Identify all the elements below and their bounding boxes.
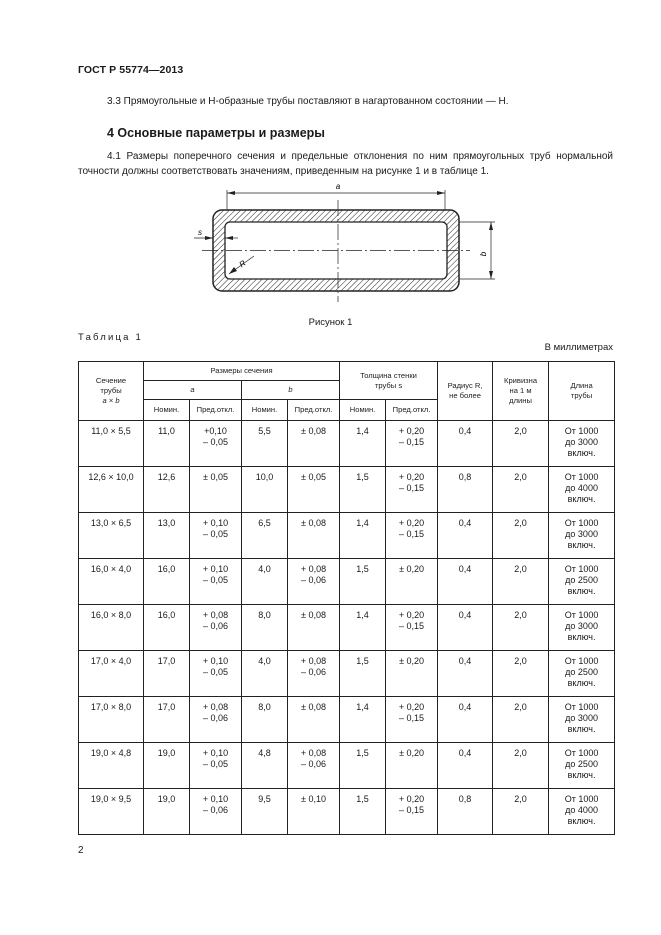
table-cell-s-nom: 1,4 [340,421,386,467]
table-cell-b-dev: + 0,08 – 0,06 [288,743,340,789]
header-thickness: Толщина стенки трубы s [340,362,438,400]
table-cell-a-dev: +0,10 – 0,05 [190,421,242,467]
table-cell-b-dev: ± 0,08 [288,697,340,743]
dimension-s-label: s [198,228,202,237]
dimensions-table [78,361,615,835]
table-cell-a-nom: 16,0 [144,605,190,651]
table-cell-a-dev: + 0,10 – 0,05 [190,743,242,789]
table-cell-len: От 1000 до 3000 включ. [549,605,615,651]
paragraph-3-3: 3.3 Прямоугольные и Н-образные трубы поставляют в нагартованном состоянии — Н. [107,96,509,107]
table-cell-b-nom: 4,0 [242,651,288,697]
table-row [79,467,615,513]
table-cell-radius: 0,4 [438,651,493,697]
table-cell-b-dev: ± 0,10 [288,789,340,835]
table-cell-b-nom: 4,8 [242,743,288,789]
table-cell-a-dev: ± 0,05 [190,467,242,513]
table-cell-b-nom: 10,0 [242,467,288,513]
table-cell-a-dev: + 0,08 – 0,06 [190,697,242,743]
table-cell-section: 19,0 × 4,8 [79,743,144,789]
table-cell-b-dev: ± 0,08 [288,421,340,467]
header-b-dev: Пред.откл. [288,400,340,421]
table-cell-curv: 2,0 [493,743,549,789]
header-s-dev: Пред.откл. [386,400,438,421]
table-cell-a-dev: + 0,10 – 0,05 [190,651,242,697]
header-radius: Радиус R, не более [438,362,493,421]
table-cell-curv: 2,0 [493,789,549,835]
table-cell-b-nom: 5,5 [242,421,288,467]
paragraph-4-1: 4.1 Размеры поперечного сечения и предельные отклонения по ним прямоугольных труб нормальной точности должны соответствовать значениям, приведенным на рисунке 1 и в таблице 1. [78,151,613,177]
table-cell-s-dev: ± 0,20 [386,559,438,605]
table-cell-s-dev: + 0,20 – 0,15 [386,467,438,513]
table-cell-s-dev: ± 0,20 [386,651,438,697]
table-row [79,697,615,743]
table-title: Таблица 1 [78,332,143,343]
table-row [79,559,615,605]
table-cell-s-dev: + 0,20 – 0,15 [386,789,438,835]
table-cell-radius: 0,4 [438,421,493,467]
header-dims: Размеры сечения [144,362,340,381]
table-cell-s-nom: 1,4 [340,513,386,559]
table-cell-b-dev: + 0,08 – 0,06 [288,559,340,605]
table-cell-radius: 0,8 [438,467,493,513]
table-cell-radius: 0,4 [438,743,493,789]
table-cell-b-nom: 4,0 [242,559,288,605]
table-cell-a-dev: + 0,10 – 0,06 [190,789,242,835]
header-a: a [144,381,242,400]
table-cell-curv: 2,0 [493,421,549,467]
header-b: b [242,381,340,400]
table-row [79,743,615,789]
table-cell-b-nom: 9,5 [242,789,288,835]
table-cell-curv: 2,0 [493,513,549,559]
header-b-nom: Номин. [242,400,288,421]
table-cell-radius: 0,4 [438,605,493,651]
header-a-dev: Пред.откл. [190,400,242,421]
document-header: ГОСТ Р 55774—2013 [78,64,184,76]
table-cell-a-nom: 12,6 [144,467,190,513]
table-cell-s-nom: 1,5 [340,743,386,789]
table-cell-section: 17,0 × 8,0 [79,697,144,743]
table-cell-b-nom: 8,0 [242,697,288,743]
header-section: Сечение трубы a × b [79,362,144,421]
dimension-a-label: a [335,182,341,191]
table-cell-b-nom: 8,0 [242,605,288,651]
table-cell-s-dev: + 0,20 – 0,15 [386,513,438,559]
table-cell-curv: 2,0 [493,467,549,513]
table-cell-curv: 2,0 [493,605,549,651]
dimension-b-label: b [479,251,488,257]
header-s-nom: Номин. [340,400,386,421]
table-cell-a-dev: + 0,08 – 0,06 [190,605,242,651]
table-cell-a-nom: 17,0 [144,697,190,743]
table-cell-s-nom: 1,4 [340,697,386,743]
table-cell-b-dev: ± 0,08 [288,513,340,559]
table-cell-section: 16,0 × 4,0 [79,559,144,605]
table-cell-a-nom: 19,0 [144,743,190,789]
table-cell-s-nom: 1,4 [340,605,386,651]
radius-r-label: R [237,258,248,270]
table-cell-b-dev: ± 0,08 [288,605,340,651]
figure-caption: Рисунок 1 [308,317,353,328]
section-title: 4 Основные параметры и размеры [107,126,325,140]
table-cell-section: 19,0 × 9,5 [79,789,144,835]
table-cell-b-nom: 6,5 [242,513,288,559]
table-cell-s-nom: 1,5 [340,559,386,605]
table-cell-a-dev: + 0,10 – 0,05 [190,513,242,559]
table-cell-curv: 2,0 [493,697,549,743]
table-cell-a-nom: 11,0 [144,421,190,467]
table-cell-section: 13,0 × 6,5 [79,513,144,559]
table-cell-radius: 0,4 [438,559,493,605]
table-row [79,651,615,697]
table-cell-a-nom: 19,0 [144,789,190,835]
table-cell-s-nom: 1,5 [340,651,386,697]
table-cell-s-nom: 1,5 [340,467,386,513]
table-units: В миллиметрах [544,342,613,353]
table-row [79,421,615,467]
table-cell-a-nom: 16,0 [144,559,190,605]
header-curvature: Кривизна на 1 м длины [493,362,549,421]
table-cell-a-dev: + 0,10 – 0,05 [190,559,242,605]
table-cell-len: От 1000 до 3000 включ. [549,697,615,743]
table-cell-section: 12,6 × 10,0 [79,467,144,513]
table-cell-a-nom: 13,0 [144,513,190,559]
table-cell-len: От 1000 до 3000 включ. [549,421,615,467]
table-cell-b-dev: + 0,08 – 0,06 [288,651,340,697]
table-cell-len: От 1000 до 2500 включ. [549,559,615,605]
table-cell-b-dev: ± 0,05 [288,467,340,513]
table-cell-len: От 1000 до 2500 включ. [549,651,615,697]
table-cell-len: От 1000 до 3000 включ. [549,513,615,559]
table-row [79,789,615,835]
table-cell-curv: 2,0 [493,559,549,605]
table-cell-curv: 2,0 [493,651,549,697]
table-cell-section: 17,0 × 4,0 [79,651,144,697]
table-cell-s-dev: ± 0,20 [386,743,438,789]
figure-rectangular-tube [180,180,510,310]
table-cell-len: От 1000 до 4000 включ. [549,467,615,513]
table-row [79,605,615,651]
table-row [79,513,615,559]
table-cell-s-nom: 1,5 [340,789,386,835]
table-cell-s-dev: + 0,20 – 0,15 [386,605,438,651]
table-cell-len: От 1000 до 4000 включ. [549,789,615,835]
table-cell-radius: 0,8 [438,789,493,835]
header-a-nom: Номин. [144,400,190,421]
table-cell-radius: 0,4 [438,697,493,743]
header-length: Длина трубы [549,362,615,421]
table-cell-len: От 1000 до 2500 включ. [549,743,615,789]
table-cell-radius: 0,4 [438,513,493,559]
table-cell-section: 16,0 × 8,0 [79,605,144,651]
table-cell-s-dev: + 0,20 – 0,15 [386,421,438,467]
table-cell-s-dev: + 0,20 – 0,15 [386,697,438,743]
page-number: 2 [78,845,84,856]
table-cell-a-nom: 17,0 [144,651,190,697]
table-cell-section: 11,0 × 5,5 [79,421,144,467]
